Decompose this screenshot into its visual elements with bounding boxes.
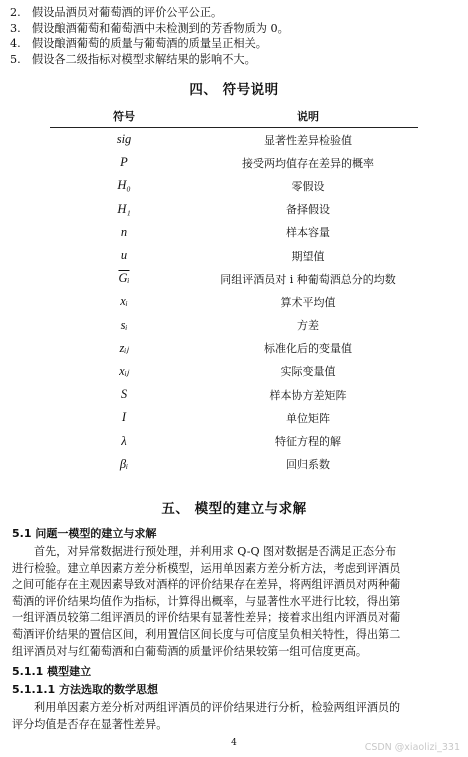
symbol-cell: H₁ (117, 201, 131, 216)
table-row (50, 314, 418, 337)
symbol-cell: zᵢⱼ (119, 341, 129, 356)
assumption-item: 5. 假设各二级指标对模型求解结果的影响不大。 (10, 52, 256, 66)
symbol-cell: βᵢ (119, 456, 129, 471)
table-row (50, 244, 418, 267)
watermark: CSDN @xiaolizi_331 (364, 742, 460, 753)
symbol-cell: sᵢ (120, 317, 128, 332)
table-header-row (50, 104, 418, 128)
description-cell: 样本协方差矩阵 (269, 388, 347, 402)
section-5-heading: 五、 模型的建立与求解 (161, 501, 307, 517)
page-number: 4 (231, 738, 237, 748)
symbol-cell: sig (116, 132, 132, 147)
assumption-item: 2. 假设品酒员对葡萄酒的评价公平公正。 (10, 6, 223, 19)
description-cell: 标准化后的变量值 (264, 342, 352, 356)
table-row (50, 174, 418, 197)
description-cell: 单位矩阵 (286, 411, 330, 425)
description-cell: 样本容量 (286, 226, 330, 240)
symbol-cell: u (120, 248, 128, 263)
assumption-list (10, 5, 462, 67)
description-cell: 显著性差异检验值 (264, 133, 352, 147)
description-cell: 接受两均值存在差异的概率 (242, 156, 374, 170)
table-row (50, 429, 418, 452)
table-row (50, 383, 418, 406)
symbol-table (50, 104, 418, 476)
table-row (50, 198, 418, 221)
description-cell: 实际变量值 (280, 365, 336, 379)
symbol-cell: n (120, 224, 128, 239)
symbol-cell: P (120, 155, 128, 170)
table-row (50, 337, 418, 360)
header-symbol: 符号 (50, 104, 198, 128)
assumption-item: 4. 假设酿酒葡萄的质量与葡萄酒的质量呈正相关。 (10, 37, 267, 51)
symbol-cell: S (120, 387, 128, 402)
symbol-cell: H₀ (117, 178, 131, 193)
description-cell: 零假设 (291, 179, 325, 193)
description-cell: 方差 (297, 319, 319, 333)
description-cell: 同组评酒员对 i 种葡萄酒总分的均数 (220, 272, 396, 286)
table-row (50, 128, 418, 152)
description-cell: 特征方程的解 (275, 435, 341, 449)
table-row (50, 453, 418, 476)
table-row (50, 221, 418, 244)
table-row (50, 151, 418, 174)
subsection-5-1-1-1-heading: 5.1.1.1 方法选取的数学思想 (12, 683, 158, 696)
description-cell: 回归系数 (286, 458, 330, 472)
symbol-cell: I (121, 410, 127, 425)
symbol-cell: xᵢⱼ (119, 364, 129, 379)
paragraph-5-1: 首先，对异常数据进行预处理，并利用求 Q-Q 图对数据是否满足正态分布 进行检验。建立单因素方差分析模型，运用单因素方差分析方法，考虑到评酒员 之间可能存在主观因素导致对酒样的评价结果存在差异，将两组评酒员对两种葡 萄酒的评价结果均值作为指标，计算得出概率，与显著性水平进行比较，得出第 一组评酒员较第二组评酒员的评价结果有显著性差异；接着求出组内评酒员对葡 萄酒评价结果的置信区间，利用置信区间长度与可信度呈负相关特性，得出第二 组评酒员对与红葡萄酒和白葡萄酒的质量评价结果较第一组可信度更高。 (12, 545, 401, 658)
description-cell: 算术平均值 (280, 295, 336, 309)
symbol-cell: xᵢ (120, 294, 128, 309)
section-4-heading: 四、 符号说明 (189, 82, 279, 98)
paragraph-5-1-1-1: 利用单因素方差分析对两组评酒员的评价结果进行分析，检验两组评酒员的 评分均值是否存在显著性差异。 (12, 701, 401, 731)
table-row (50, 406, 418, 429)
symbol-cell: $\overline{Gᵢ}$ (118, 271, 130, 286)
table-row (50, 290, 418, 313)
table-row (50, 267, 418, 290)
symbol-cell: λ (121, 433, 127, 448)
description-cell: 备择假设 (286, 203, 330, 217)
description-cell: 期望值 (291, 249, 325, 263)
header-description: 说明 (198, 104, 418, 128)
table-row (50, 360, 418, 383)
subsection-5-1-1-heading: 5.1.1 模型建立 (12, 665, 92, 678)
subsection-5-1-heading: 5.1 问题一模型的建立与求解 (12, 527, 157, 540)
assumption-item: 3. 假设酿酒葡萄和葡萄酒中未检测到的芳香物质为 0。 (10, 21, 289, 35)
